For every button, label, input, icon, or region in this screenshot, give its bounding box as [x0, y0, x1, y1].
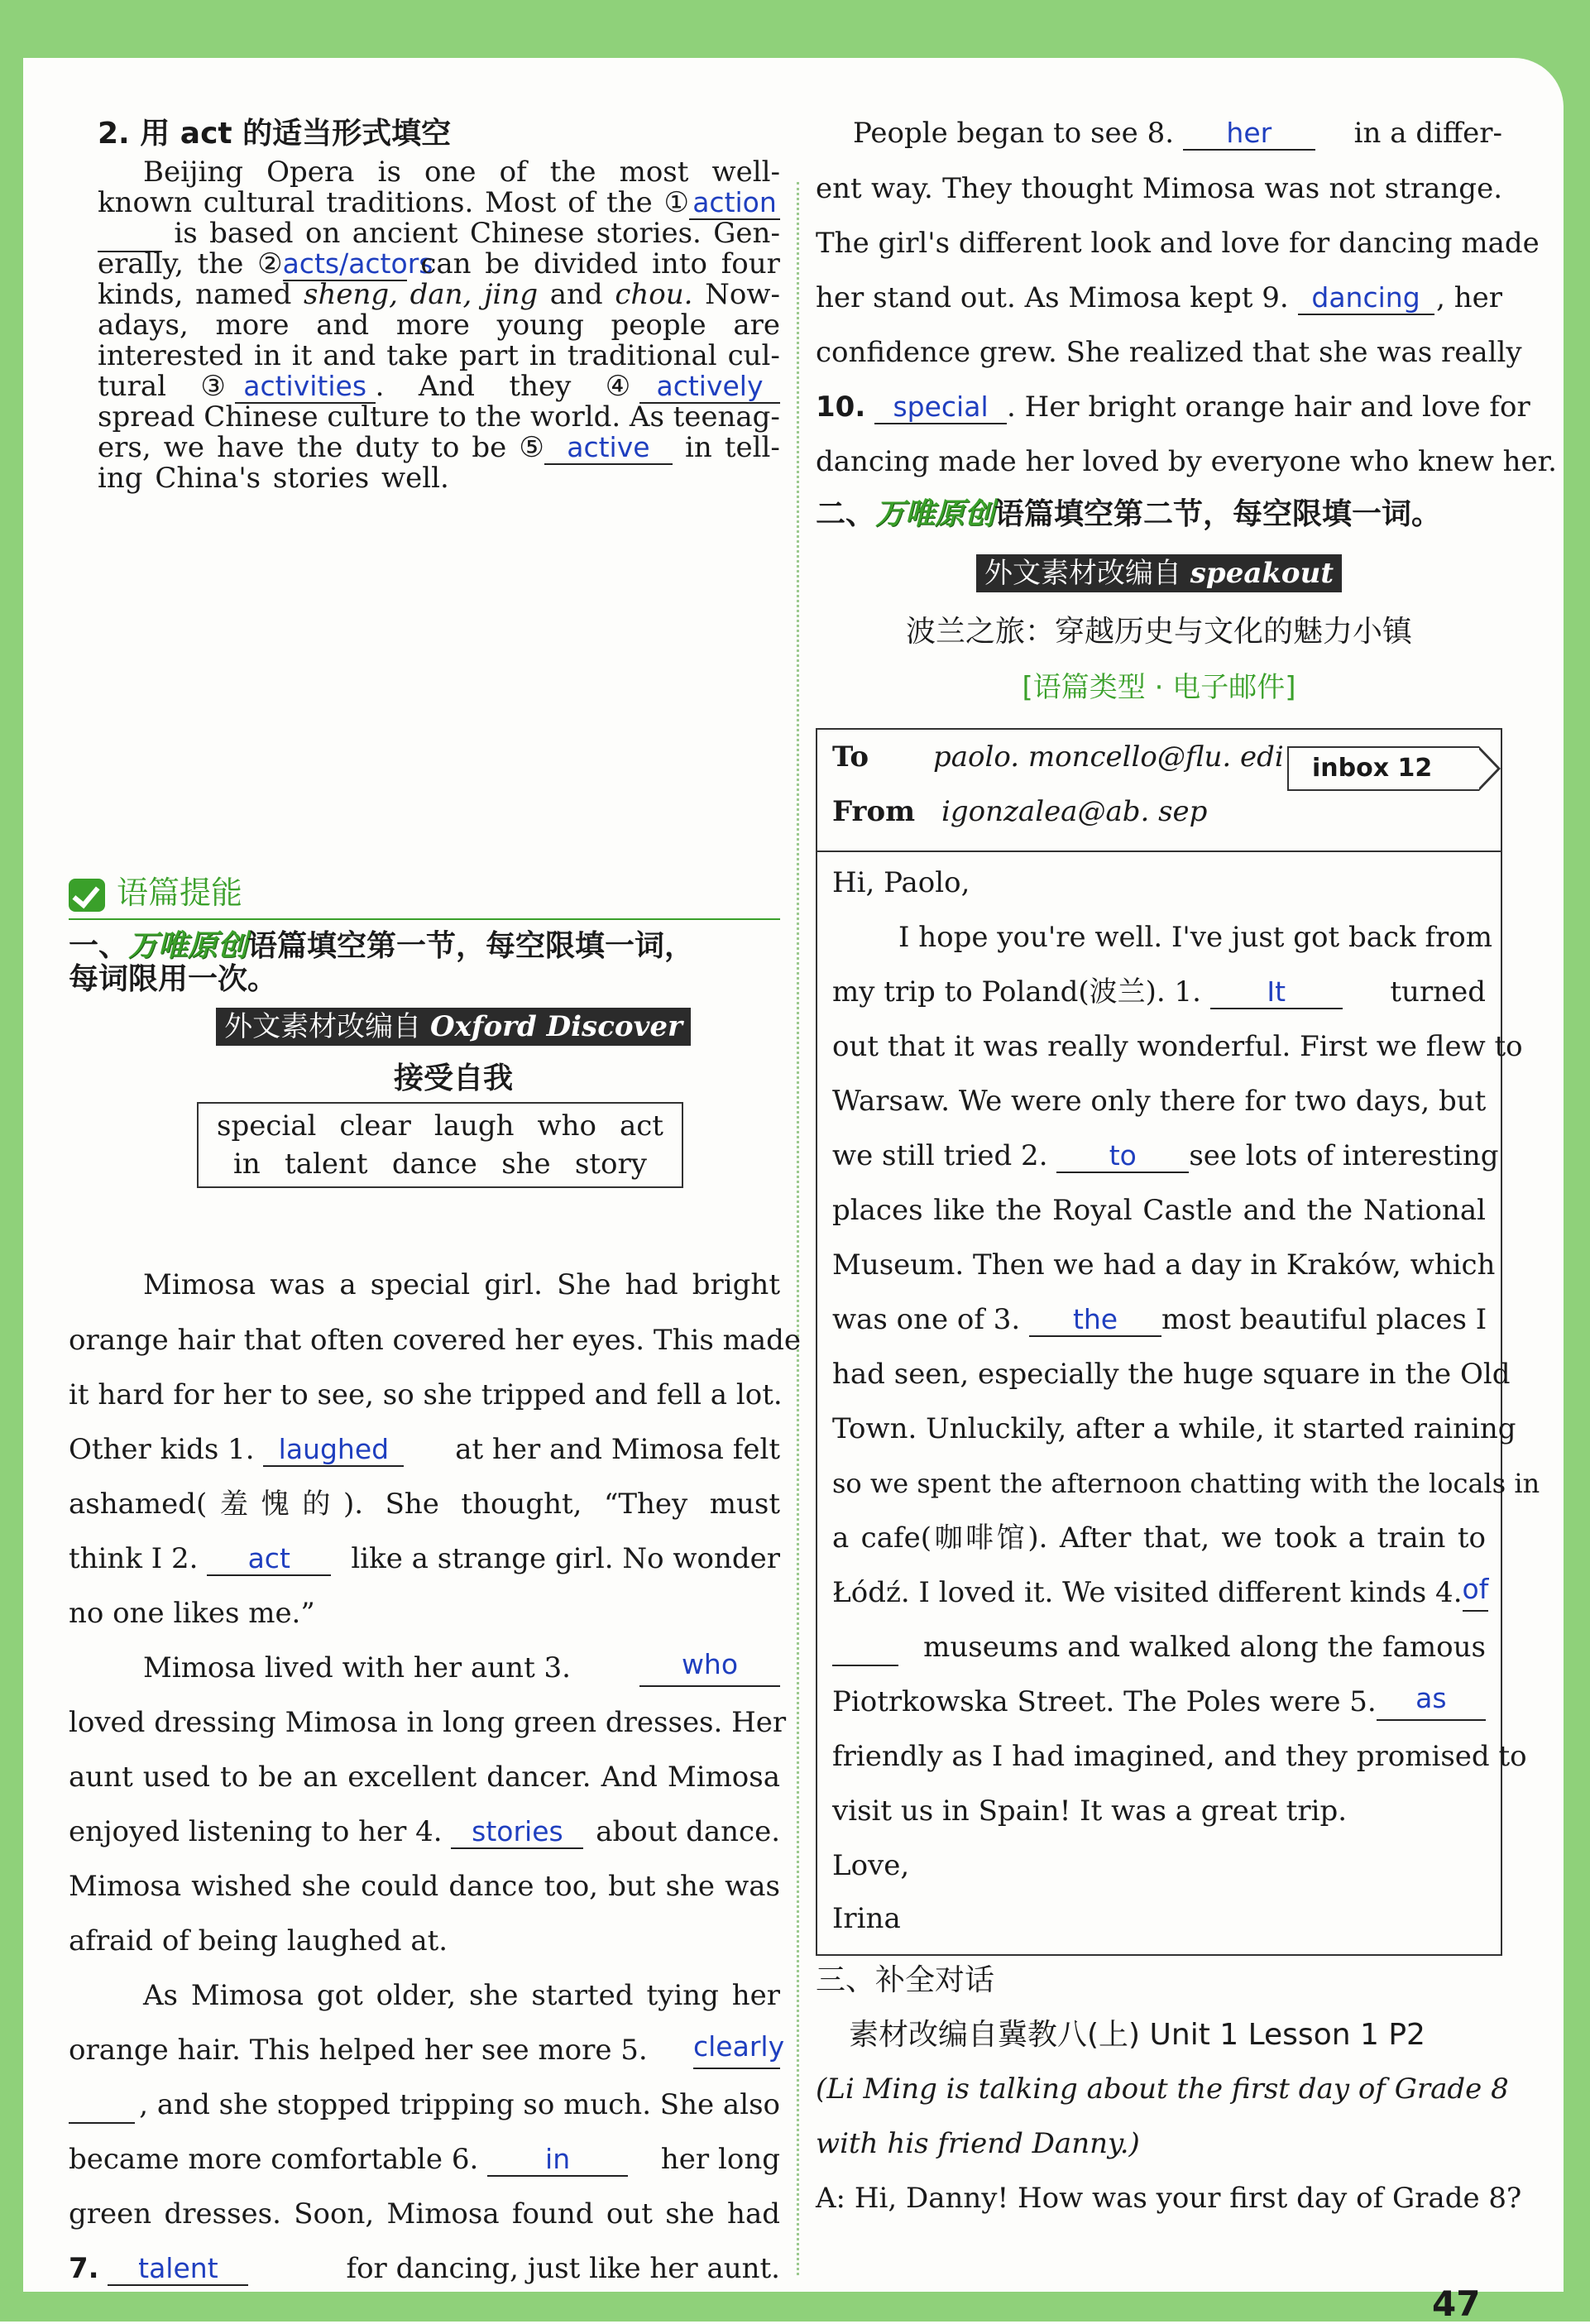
part3-source: 素材改编自冀教八(上) Unit 1 Lesson 1 P2 [849, 2018, 1425, 2052]
email-line-11: Town. Unluckily, after a while, it started raining [832, 1412, 1516, 1445]
section-heading: 语篇提能 [69, 873, 242, 913]
q2-line-5: kinds, named sheng, dan, jing and chou. Now- [98, 278, 780, 311]
email-line-8: Museum. Then we had a day in Kraków, which [832, 1248, 1496, 1282]
story-line-15: orange hair. This helped her see more 5. clearly [69, 2031, 780, 2069]
inbox-arrow-icon [1479, 746, 1501, 791]
story-blank-6: in [487, 2144, 628, 2177]
email-line-4: out that it was really wonderful. First we flew to [832, 1030, 1523, 1063]
q2-title: 2. 用 act 的适当形式填空 [98, 117, 452, 151]
q2-line-3: is based on ancient Chinese stories. Gen- [98, 214, 780, 252]
cont-blank-9: dancing [1298, 282, 1434, 315]
email-line-14: Łódź. I loved it. We visited different kinds 4. of [832, 1574, 1486, 1612]
section-rule [69, 918, 780, 920]
word-bank-row-1: special clear laugh who act [217, 1109, 663, 1143]
story-line-7: no one likes me.” [69, 1597, 315, 1630]
story-line-14: As Mimosa got older, she started tying her [143, 1979, 780, 2012]
q2-line-8: tural ③ activities . And they ④ actively [98, 367, 780, 405]
email-line-20: Irina [832, 1902, 901, 1935]
story-line-8: Mimosa lived with her aunt 3. who [143, 1649, 780, 1687]
inbox-tag: inbox 12 [1287, 746, 1479, 791]
story-line-4: Other kids 1. laughed at her and Mimosa felt [69, 1433, 780, 1466]
part1-title-2: 每词限用一次。 [69, 962, 278, 996]
part2-title: 二、万唯原创语篇填空第二节，每空限填一词。 [816, 495, 1441, 534]
story-line-17: became more comfortable 6. in her long [69, 2143, 780, 2176]
email-line-16: Piotrkowska Street. The Poles were 5. as [832, 1683, 1486, 1721]
answer-blank-4: actively [639, 371, 780, 404]
page-paper [23, 58, 1564, 2324]
q2-line-10: ers, we have the duty to be ⑤ active in tell- [98, 431, 780, 464]
cont-line-4: her stand out. As Mimosa kept 9. dancing , her [816, 281, 1502, 314]
email-line-15: museums and walked along the famous [832, 1628, 1486, 1666]
word-bank-row-2: in talent dance she story [233, 1148, 647, 1181]
column-divider [797, 182, 799, 2275]
answer-blank-2: acts/actors [282, 247, 433, 280]
from-address: igonzalea@ab. sep [941, 795, 1208, 828]
article-type: [语篇类型 · 电子邮件] [1022, 671, 1296, 704]
email-line-18: visit us in Spain! It was a great trip. [832, 1795, 1348, 1828]
source-badge-2: 外文素材改编自 speakout [816, 554, 1502, 592]
email-line-6: we still tried 2. to see lots of interesting [832, 1139, 1499, 1172]
answer-blank-1: action [689, 187, 780, 220]
q2-line-6: adays, more and more young people are [98, 309, 780, 342]
page-number: 47 [1432, 2283, 1481, 2324]
cont-line-5: confidence grew. She realized that she was really [816, 336, 1522, 369]
q2-line-1: Beijing Opera is one of the most well- [143, 156, 780, 189]
story-line-16: , and she stopped tripping so much. She also [69, 2086, 780, 2124]
story-blank-7: talent [108, 2253, 248, 2286]
cont-blank-10: special [874, 391, 1007, 424]
answer-blank-5: active [544, 432, 673, 465]
email-line-19: Love, [832, 1849, 910, 1882]
blank-continuation-5 [69, 2086, 135, 2124]
email-line-10: had seen, especially the huge square in the Old [832, 1358, 1511, 1391]
email-line-9: was one of 3. the most beautiful places I [832, 1303, 1487, 1336]
story-blank-1: laughed [263, 1434, 404, 1467]
word-bank [197, 1102, 683, 1188]
email-line-1: Hi, Paolo, [832, 866, 970, 899]
story-line-19: 7. talent for dancing, just like her aunt. [69, 2252, 780, 2285]
email-blank-5: as [1377, 1683, 1486, 1721]
story-line-1: Mimosa was a special girl. She had bright [143, 1268, 780, 1301]
email-line-7: places like the Royal Castle and the National [832, 1194, 1486, 1227]
story-line-6: think I 2. act like a strange girl. No wonder [69, 1542, 780, 1575]
story-blank-5: clearly [693, 2031, 780, 2069]
brand-logo: 万唯原创 [128, 929, 248, 963]
q2-line-9: spread Chinese culture to the world. As teenag- [98, 400, 780, 434]
article-title: 波兰之旅：穿越历史与文化的魅力小镇 [905, 615, 1412, 649]
q2-line-2: known cultural traditions. Most of the ① action [98, 184, 780, 222]
story-line-13: afraid of being laughed at. [69, 1924, 448, 1957]
email-line-3: my trip to Poland(波兰). 1. It turned [832, 975, 1486, 1009]
email-line-12: so we spent the afternoon chatting with the locals in [832, 1468, 1540, 1499]
part3-note: (Li Ming is talking about the first day of Grade 8 [816, 2072, 1509, 2106]
cont-line-6: 10. special . Her bright orange hair and love for [816, 391, 1530, 424]
cont-line-1: People began to see 8. her in a differ- [853, 117, 1502, 150]
answer-blank-3: activities [235, 371, 376, 404]
email-line-17: friendly as I had imagined, and they promised to [832, 1740, 1527, 1773]
story-blank-4: stories [451, 1816, 583, 1849]
story-line-18: green dresses. Soon, Mimosa found out she had [69, 2197, 780, 2231]
story-blank-2: act [207, 1543, 331, 1576]
story-title: 接受自我 [393, 1061, 513, 1095]
blank-continuation-e4 [832, 1628, 898, 1666]
email-blank-4: of [1463, 1574, 1489, 1612]
email-blank-1: It [1210, 976, 1343, 1009]
story-line-5: ashamed(羞愧的). She thought, “They must [69, 1488, 780, 1521]
email-line-2: I hope you're well. I've just got back from [898, 921, 1493, 954]
from-label: From [832, 795, 916, 828]
part1-title: 一、万唯原创语篇填空第一节，每空限填一词， [69, 927, 694, 966]
email-blank-3: the [1029, 1304, 1161, 1337]
source-badge-1: 外文素材改编自 Oxford Discover [205, 1008, 702, 1046]
q2-line-11: ing China's stories well. [98, 462, 449, 495]
part3-note-2: with his friend Danny.) [816, 2127, 1140, 2160]
email-line-5: Warsaw. We were only there for two days, but [832, 1085, 1487, 1118]
story-line-9: loved dressing Mimosa in long green dresses. Her [69, 1706, 787, 1739]
to-address: paolo. moncello@flu. edi [933, 740, 1284, 774]
email-blank-2: to [1056, 1140, 1189, 1173]
email-line-13: a cafe(咖啡馆). After that, we took a train to [832, 1521, 1486, 1555]
brand-logo-2: 万唯原创 [875, 497, 995, 531]
story-line-10: aunt used to be an excellent dancer. And Mimosa [69, 1761, 780, 1794]
cont-line-2: ent way. They thought Mimosa was not strange. [816, 172, 1502, 205]
story-line-11: enjoyed listening to her 4. stories about dance. [69, 1815, 780, 1848]
story-line-2: orange hair that often covered her eyes. This made [69, 1324, 802, 1357]
cont-line-3: The girl's different look and love for dancing made [816, 227, 1540, 260]
email-header [817, 730, 1501, 852]
email-box [816, 728, 1540, 1956]
q2-line-7: interested in it and take part in traditional cul- [98, 339, 780, 372]
story-line-3: it hard for her to see, so she tripped and fell a lot. [69, 1378, 783, 1411]
to-label: To [832, 740, 869, 774]
cont-blank-8: her [1183, 117, 1315, 151]
check-icon [69, 879, 105, 912]
story-blank-3: who [639, 1649, 780, 1687]
story-line-12: Mimosa wished she could dance too, but she was [69, 1870, 780, 1903]
part3-title: 三、补全对话 [816, 1963, 995, 1997]
dialogue-line-a: A: Hi, Danny! How was your first day of Grade 8? [816, 2182, 1522, 2215]
cont-line-7: dancing made her loved by everyone who knew her. [816, 445, 1557, 478]
q2-line-4: erally, the ②acts/actors can be divided into four [98, 247, 780, 280]
